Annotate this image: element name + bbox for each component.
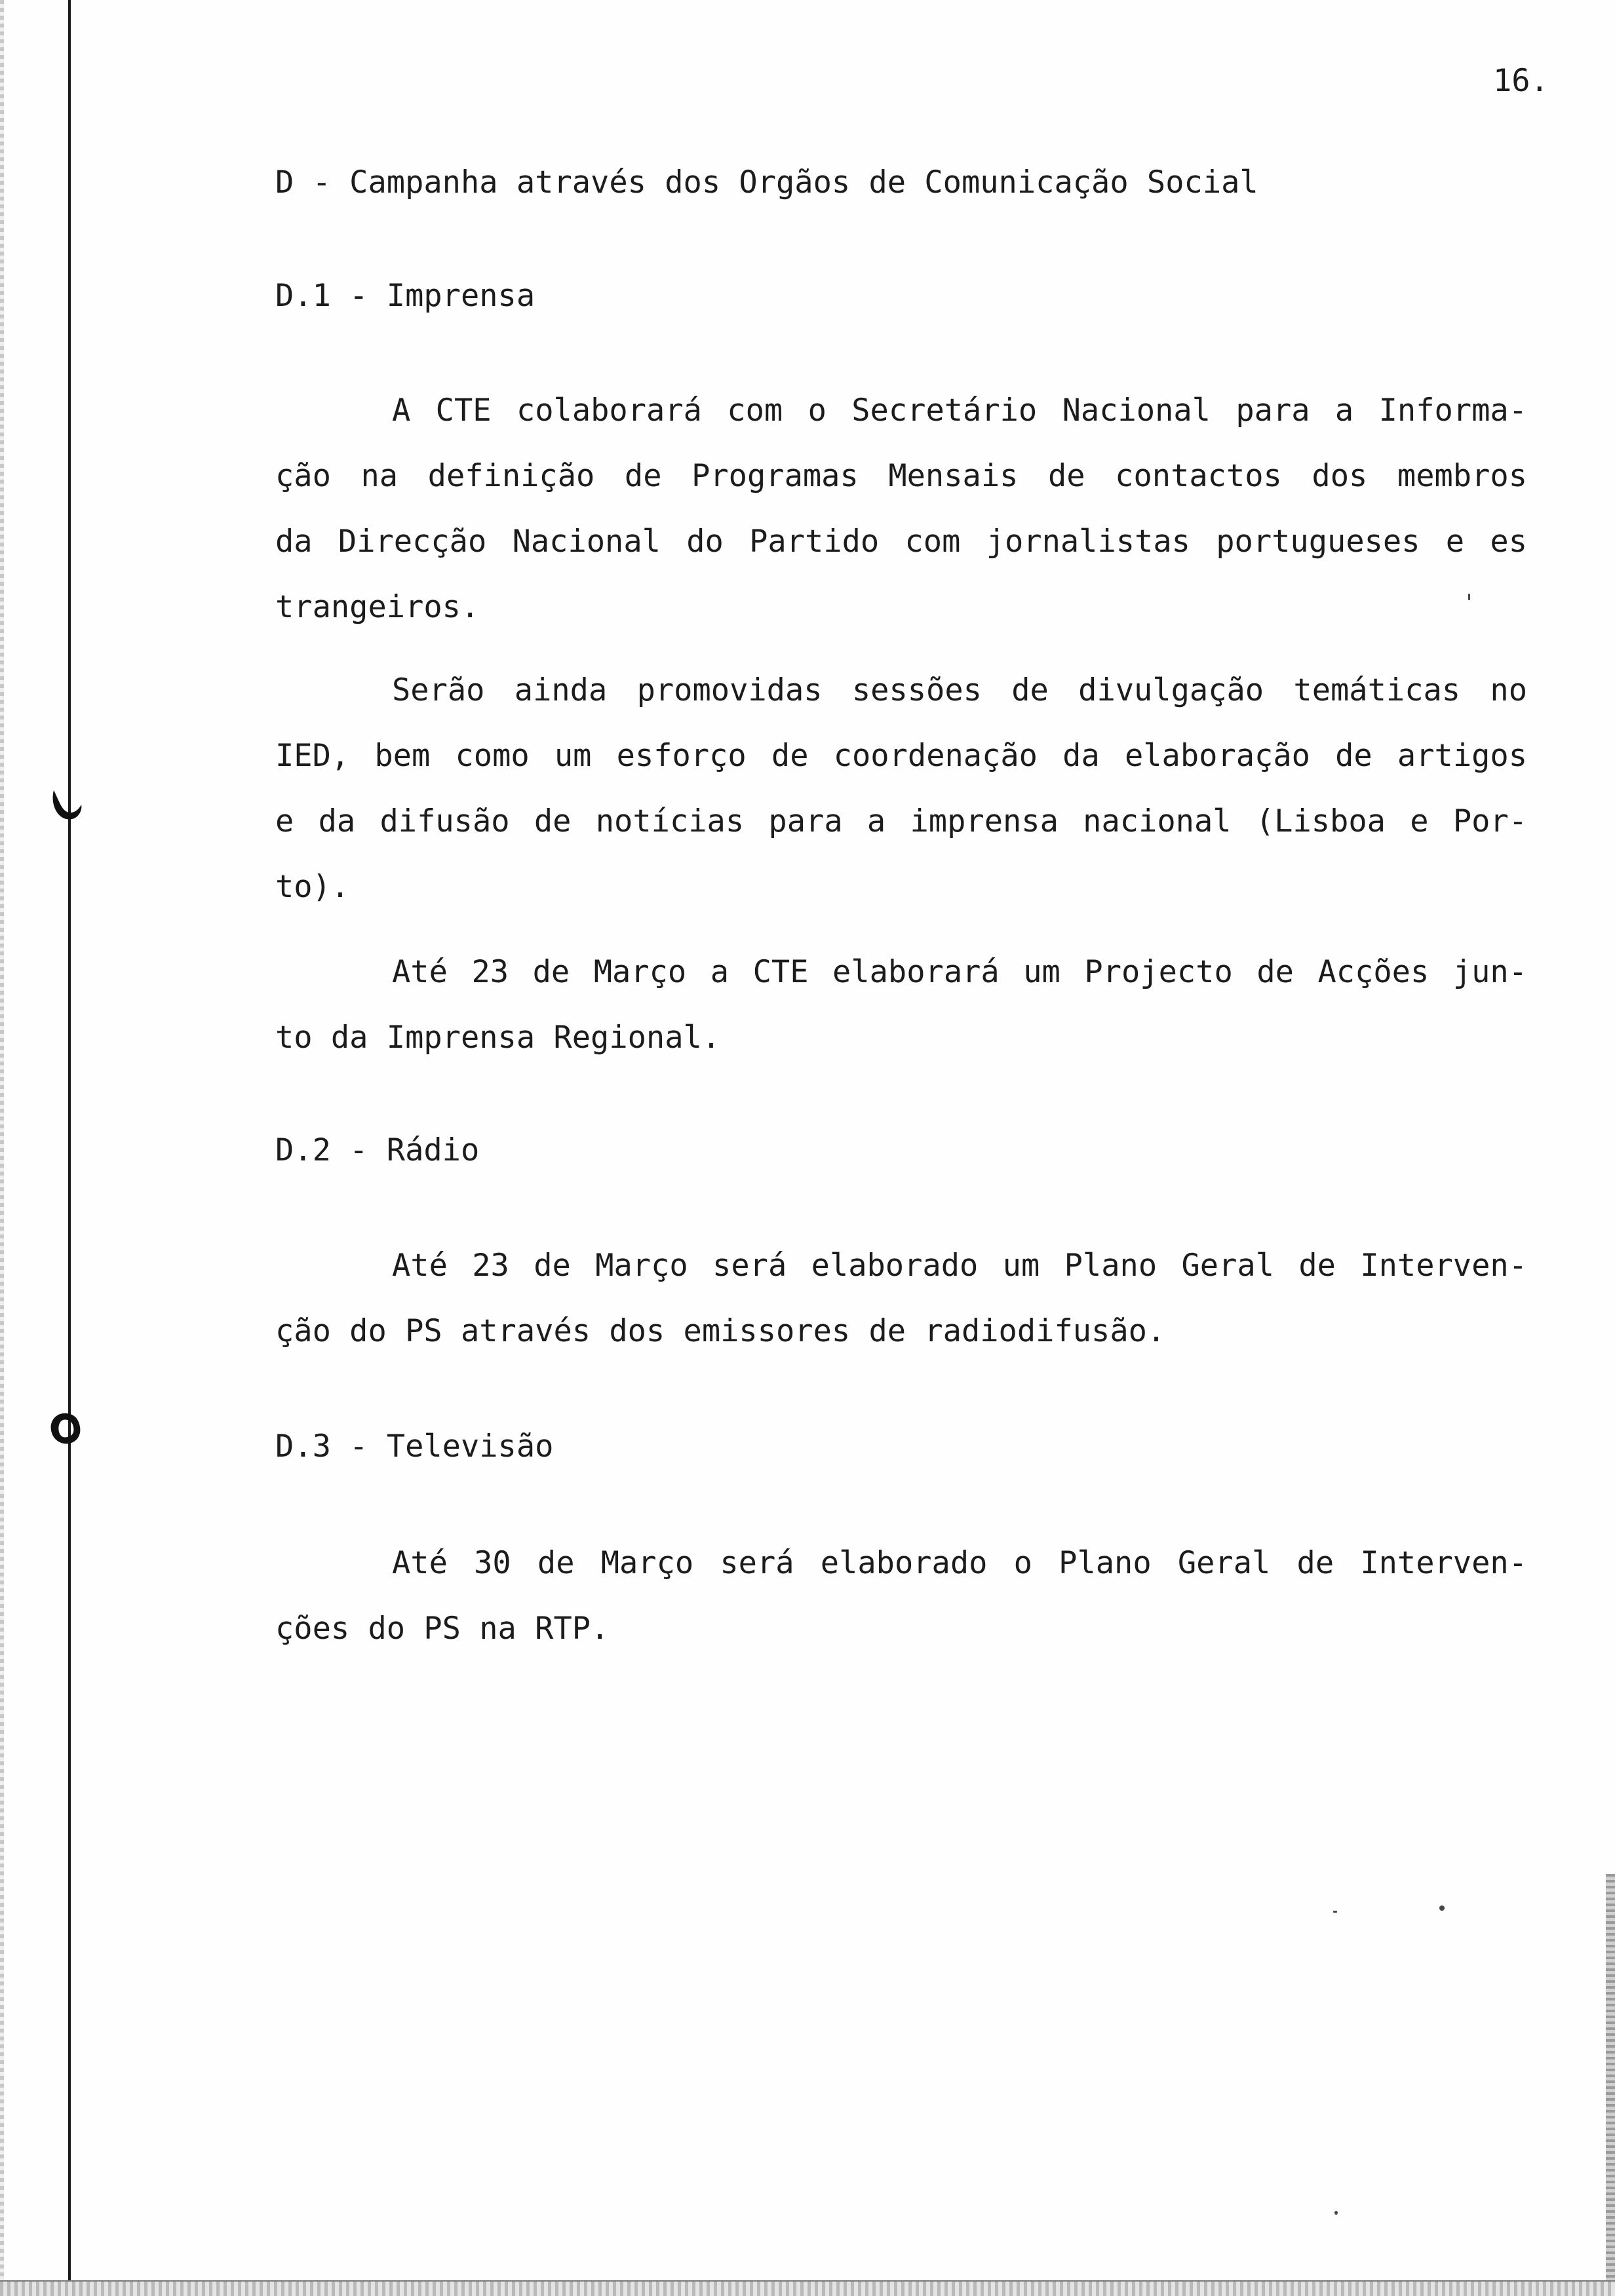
paragraph-line: A CTE colaborará com o Secretário Nacional para a Informa- [392,392,1527,429]
scan-speck [1333,1911,1337,1913]
paragraph-line: to da Imprensa Regional. [275,1020,721,1056]
paragraph-line: Até 23 de Março será elaborado um Plano Geral de Interven- [392,1248,1527,1284]
binding-margin-line [68,0,71,2296]
subsection-heading: D.1 - Imprensa [275,278,535,314]
scan-bottom-edge [0,2280,1615,2296]
subsection-heading: D.3 - Televisão [275,1428,554,1464]
paragraph-line: IED, bem como um esforço de coordenação da elaboração de artigos [275,738,1527,774]
paragraph-line: e da difusão de notícias para a imprensa nacional (Lisboa e Por- [275,803,1527,839]
scan-speck [1439,1905,1445,1911]
page-number: 16. [1493,63,1549,99]
paragraph-line: trangeiros. [275,589,480,625]
scan-left-edge [0,0,4,2296]
section-title: D - Campanha através dos Orgãos de Comunicação Social [275,164,1258,201]
paragraph-line: Até 23 de Março a CTE elaborará um Projecto de Acções jun- [392,954,1527,990]
punch-hole-bottom [49,1410,81,1447]
scan-speck [1334,2211,1338,2215]
paragraph-line: ções do PS na RTP. [275,1611,610,1647]
paragraph-line: ção na definição de Programas Mensais de contactos dos membros [275,458,1527,494]
paragraph-line: ção do PS através dos emissores de radiodifusão. [275,1313,1166,1349]
punch-hole-top [50,786,83,823]
subsection-heading: D.2 - Rádio [275,1132,480,1168]
paragraph-line: Serão ainda promovidas sessões de divulgação temáticas no [392,672,1527,708]
paragraph-line: to). [275,869,350,905]
paragraph-line: Até 30 de Março será elaborado o Plano Geral de Interven- [392,1545,1527,1581]
paragraph-line: da Direcção Nacional do Partido com jornalistas portugueses e es [275,524,1527,560]
scan-right-edge [1606,1874,1615,2296]
